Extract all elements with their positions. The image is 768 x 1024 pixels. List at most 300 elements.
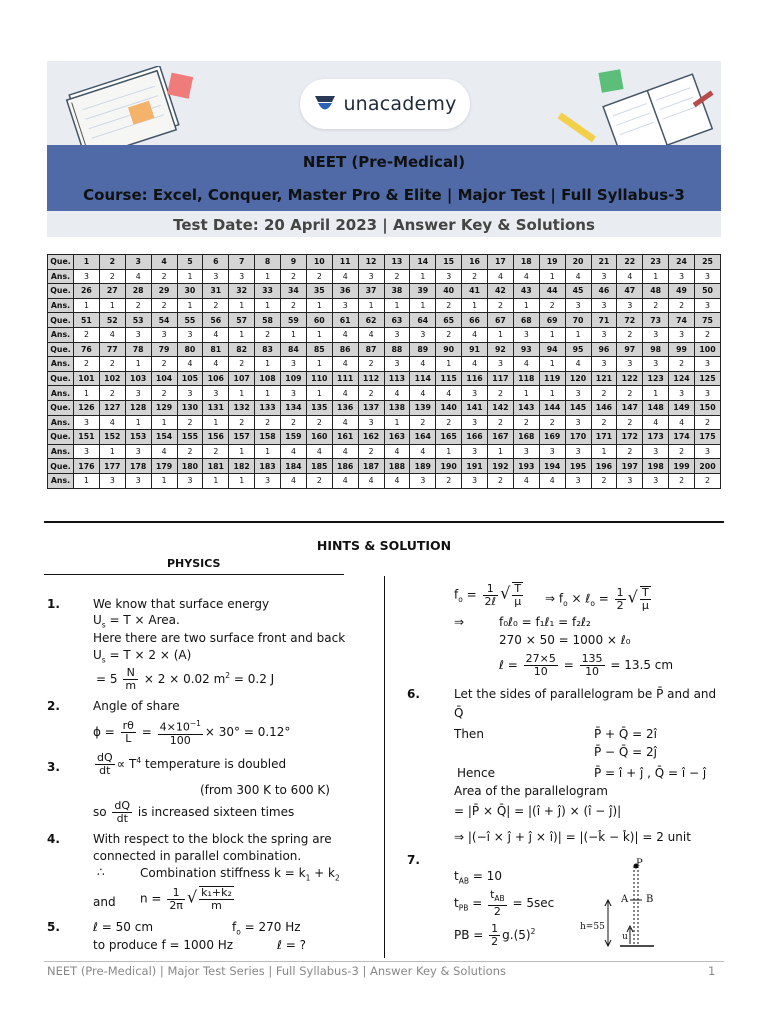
- answer-cell: 3: [99, 473, 125, 488]
- question-number-cell: 85: [306, 342, 332, 357]
- answer-cell: 2: [255, 327, 281, 342]
- answer-cell: 1: [513, 298, 539, 313]
- answer-cell: 2: [229, 415, 255, 430]
- answer-cell: 4: [332, 269, 358, 284]
- question-number-cell: 51: [74, 313, 100, 328]
- question-number-cell: 124: [669, 371, 695, 386]
- answer-cell: 4: [358, 473, 384, 488]
- unacademy-logo-icon: [313, 94, 337, 114]
- question-number-cell: 19: [539, 255, 565, 270]
- answer-cell: 1: [203, 415, 229, 430]
- q6-eq3: P̄ = î + ĵ , Q̄ = î − ĵ: [594, 766, 707, 780]
- fig-label-u: u: [622, 932, 628, 942]
- question-number-cell: 113: [384, 371, 410, 386]
- answer-cell: 1: [358, 298, 384, 313]
- question-number-cell: 111: [332, 371, 358, 386]
- q6-line2: Q̄: [454, 706, 464, 720]
- question-number-cell: 193: [513, 459, 539, 474]
- question-number-cell: 74: [669, 313, 695, 328]
- answer-cell: 4: [358, 327, 384, 342]
- answer-cell: 3: [565, 386, 591, 401]
- question-number-cell: 136: [332, 400, 358, 415]
- question-number-cell: 60: [306, 313, 332, 328]
- q4-therefore: ∴: [97, 865, 105, 879]
- question-row: [48, 430, 721, 445]
- question-row: [48, 255, 721, 270]
- answer-cell: 4: [539, 473, 565, 488]
- question-number-cell: 96: [591, 342, 617, 357]
- answer-cell: 2: [74, 357, 100, 372]
- que-label: Que.: [48, 255, 74, 270]
- answer-cell: 4: [513, 357, 539, 372]
- fig-label-b: B: [646, 894, 654, 905]
- answer-cell: 2: [229, 357, 255, 372]
- question-number-cell: 170: [565, 430, 591, 445]
- question-number-cell: 177: [99, 459, 125, 474]
- answer-cell: 4: [384, 386, 410, 401]
- question-number-cell: 81: [203, 342, 229, 357]
- q1-line2: $U_s = T$ × Area.: [93, 613, 180, 630]
- answer-cell: 3: [281, 386, 307, 401]
- q1-line4: $U_s = T \times 2 \times (A)$: [93, 648, 192, 665]
- answer-cell: 2: [617, 327, 643, 342]
- question-number-cell: 3: [125, 255, 151, 270]
- q5-frequency: $f_o = 270$ Hz: [232, 920, 301, 937]
- answer-cell: 2: [436, 327, 462, 342]
- exam-title: NEET (Pre-Medical): [302, 153, 466, 171]
- answer-cell: 4: [332, 386, 358, 401]
- question-number-cell: 33: [255, 284, 281, 299]
- q1-line5: = 5 $\frac{N}{m}$ × 2 × 0.02 $m^2 = 0.2$ J: [96, 666, 275, 692]
- answer-cell: 2: [125, 298, 151, 313]
- answer-cell: 1: [229, 327, 255, 342]
- answer-cell: 4: [513, 269, 539, 284]
- answer-cell: 2: [255, 415, 281, 430]
- question-number-cell: 171: [591, 430, 617, 445]
- question-number-cell: 163: [384, 430, 410, 445]
- question-number-cell: 58: [255, 313, 281, 328]
- question-number-cell: 42: [488, 284, 514, 299]
- answer-cell: 2: [436, 298, 462, 313]
- answer-cell: 3: [591, 298, 617, 313]
- question-number-cell: 196: [591, 459, 617, 474]
- answer-cell: 2: [591, 386, 617, 401]
- answer-cell: 3: [203, 269, 229, 284]
- answer-cell: 3: [410, 327, 436, 342]
- ans-label: Ans.: [48, 327, 74, 342]
- answer-cell: 3: [669, 386, 695, 401]
- answer-cell: 3: [617, 473, 643, 488]
- answer-cell: 4: [410, 444, 436, 459]
- q1-line1: We know that surface energy: [93, 597, 270, 611]
- q6-eq5: ⇒ |(−î × ĵ + ĵ × î)| = |(−k̂ − k̂)| = 2 unit: [454, 830, 691, 844]
- answer-cell: 2: [539, 415, 565, 430]
- question-number-cell: 125: [695, 371, 721, 386]
- question-number-cell: 114: [410, 371, 436, 386]
- answer-cell: 1: [203, 473, 229, 488]
- question-number-cell: 141: [462, 400, 488, 415]
- question-number-cell: 176: [74, 459, 100, 474]
- answer-cell: 2: [617, 444, 643, 459]
- q6-number: 6.: [407, 687, 420, 701]
- question-number-cell: 137: [358, 400, 384, 415]
- question-number-cell: 174: [669, 430, 695, 445]
- answer-cell: 2: [488, 298, 514, 313]
- answer-cell: 3: [436, 269, 462, 284]
- q5-line2: to produce f = 1000 Hz: [93, 938, 234, 952]
- question-number-cell: 134: [281, 400, 307, 415]
- answer-cell: 1: [229, 444, 255, 459]
- question-number-cell: 195: [565, 459, 591, 474]
- question-number-cell: 77: [99, 342, 125, 357]
- answer-cell: 2: [436, 415, 462, 430]
- footer-divider: [44, 961, 724, 962]
- answer-cell: 2: [306, 473, 332, 488]
- answer-cell: 1: [384, 415, 410, 430]
- question-number-cell: 92: [488, 342, 514, 357]
- answer-cell: 1: [99, 444, 125, 459]
- fig-label-p: P: [636, 858, 643, 869]
- que-label: Que.: [48, 371, 74, 386]
- question-number-cell: 45: [565, 284, 591, 299]
- question-number-cell: 133: [255, 400, 281, 415]
- question-number-cell: 52: [99, 313, 125, 328]
- question-number-cell: 93: [513, 342, 539, 357]
- question-number-cell: 160: [306, 430, 332, 445]
- answer-cell: 3: [125, 473, 151, 488]
- question-number-cell: 35: [306, 284, 332, 299]
- answer-cell: 4: [332, 444, 358, 459]
- answer-cell: 1: [177, 269, 203, 284]
- question-number-cell: 116: [462, 371, 488, 386]
- question-number-cell: 68: [513, 313, 539, 328]
- question-number-cell: 91: [462, 342, 488, 357]
- answer-cell: 2: [617, 386, 643, 401]
- answer-row: [48, 298, 721, 313]
- answer-cell: 4: [488, 269, 514, 284]
- projectile-diagram: [590, 856, 670, 951]
- r-line1: $f_o$ = $\frac{1}{\text{2ℓ}}$ √ $\frac{T}{\mu}$: [454, 581, 522, 608]
- question-number-cell: 117: [488, 371, 514, 386]
- q1-number: 1.: [47, 597, 60, 611]
- question-number-cell: 169: [539, 430, 565, 445]
- question-number-cell: 152: [99, 430, 125, 445]
- answer-cell: 3: [695, 357, 721, 372]
- answer-cell: 2: [99, 386, 125, 401]
- question-number-cell: 148: [643, 400, 669, 415]
- answer-cell: 2: [358, 444, 384, 459]
- question-number-cell: 14: [410, 255, 436, 270]
- answer-cell: 4: [281, 473, 307, 488]
- answer-row: [48, 327, 721, 342]
- question-number-cell: 187: [358, 459, 384, 474]
- question-row: [48, 371, 721, 386]
- q4-and: and: [93, 895, 116, 909]
- question-number-cell: 122: [617, 371, 643, 386]
- answer-cell: 3: [203, 386, 229, 401]
- answer-cell: 3: [488, 357, 514, 372]
- answer-cell: 1: [539, 327, 565, 342]
- answer-cell: 4: [332, 473, 358, 488]
- question-number-cell: 175: [695, 430, 721, 445]
- question-number-cell: 103: [125, 371, 151, 386]
- answer-cell: 2: [74, 327, 100, 342]
- answer-cell: 3: [358, 415, 384, 430]
- answer-cell: 3: [669, 269, 695, 284]
- question-number-cell: 83: [255, 342, 281, 357]
- test-date: Test Date: 20 April 2023 | Answer Key & Solutions: [173, 216, 595, 234]
- answer-cell: 2: [617, 415, 643, 430]
- question-number-cell: 87: [358, 342, 384, 357]
- q4-number: 4.: [47, 832, 60, 846]
- fig-label-h: h=55: [580, 922, 605, 932]
- answer-cell: 4: [462, 327, 488, 342]
- question-number-cell: 61: [332, 313, 358, 328]
- q4-line1: With respect to the block the spring are: [93, 832, 332, 846]
- question-number-cell: 140: [436, 400, 462, 415]
- question-number-cell: 18: [513, 255, 539, 270]
- question-number-cell: 21: [591, 255, 617, 270]
- question-number-cell: 162: [358, 430, 384, 445]
- answer-cell: 4: [384, 444, 410, 459]
- answer-cell: 2: [669, 357, 695, 372]
- question-number-cell: 164: [410, 430, 436, 445]
- question-number-cell: 66: [462, 313, 488, 328]
- answer-cell: 2: [643, 298, 669, 313]
- question-number-cell: 109: [281, 371, 307, 386]
- question-number-cell: 155: [177, 430, 203, 445]
- question-number-cell: 90: [436, 342, 462, 357]
- question-number-cell: 173: [643, 430, 669, 445]
- q5-number: 5.: [47, 920, 60, 934]
- question-number-cell: 29: [151, 284, 177, 299]
- question-number-cell: 50: [695, 284, 721, 299]
- question-number-cell: 54: [151, 313, 177, 328]
- question-row: [48, 284, 721, 299]
- answer-cell: 4: [281, 444, 307, 459]
- que-label: Que.: [48, 400, 74, 415]
- question-number-cell: 55: [177, 313, 203, 328]
- que-label: Que.: [48, 313, 74, 328]
- question-row: [48, 400, 721, 415]
- question-number-cell: 56: [203, 313, 229, 328]
- answer-cell: 1: [255, 269, 281, 284]
- q7-line3: PB = $\frac{1}{2}$ $g.(5)^2$: [454, 922, 536, 948]
- question-number-cell: 189: [410, 459, 436, 474]
- answer-row: [48, 357, 721, 372]
- answer-cell: 3: [332, 298, 358, 313]
- question-number-cell: 182: [229, 459, 255, 474]
- question-number-cell: 161: [332, 430, 358, 445]
- answer-cell: 3: [462, 473, 488, 488]
- question-number-cell: 23: [643, 255, 669, 270]
- question-number-cell: 145: [565, 400, 591, 415]
- question-number-cell: 8: [255, 255, 281, 270]
- question-number-cell: 181: [203, 459, 229, 474]
- answer-cell: 4: [617, 269, 643, 284]
- question-row: [48, 313, 721, 328]
- course-title: Course: Excel, Conquer, Master Pro & Elite | Major Test | Full Syllabus-3: [83, 186, 685, 204]
- answer-cell: 2: [591, 473, 617, 488]
- q3-line3: so $\frac{dQ}{dt}$ is increased sixteen times: [93, 799, 295, 825]
- answer-cell: 2: [358, 357, 384, 372]
- answer-cell: 3: [74, 444, 100, 459]
- answer-cell: 3: [695, 444, 721, 459]
- question-number-cell: 69: [539, 313, 565, 328]
- answer-cell: 2: [669, 298, 695, 313]
- question-number-cell: 94: [539, 342, 565, 357]
- answer-cell: 2: [695, 415, 721, 430]
- answer-cell: 2: [281, 298, 307, 313]
- question-number-cell: 13: [384, 255, 410, 270]
- ans-label: Ans.: [48, 415, 74, 430]
- answer-cell: 1: [306, 298, 332, 313]
- question-number-cell: 131: [203, 400, 229, 415]
- question-number-cell: 47: [617, 284, 643, 299]
- answer-cell: 2: [151, 357, 177, 372]
- q6-hence: Hence: [457, 766, 495, 780]
- question-number-cell: 31: [203, 284, 229, 299]
- question-number-cell: 36: [332, 284, 358, 299]
- question-number-cell: 59: [281, 313, 307, 328]
- page-number: 1: [708, 964, 716, 978]
- question-number-cell: 121: [591, 371, 617, 386]
- answer-cell: 3: [462, 386, 488, 401]
- r-line2: f₀ℓ₀ = f₁ℓ₁ = f₂ℓ₂: [499, 615, 591, 629]
- section-divider: [44, 521, 724, 523]
- question-number-cell: 34: [281, 284, 307, 299]
- answer-cell: 3: [358, 269, 384, 284]
- question-number-cell: 76: [74, 342, 100, 357]
- answer-cell: 3: [384, 357, 410, 372]
- question-number-cell: 38: [384, 284, 410, 299]
- question-number-cell: 63: [384, 313, 410, 328]
- question-number-cell: 200: [695, 459, 721, 474]
- answer-row: [48, 386, 721, 401]
- answer-cell: 2: [488, 386, 514, 401]
- question-number-cell: 108: [255, 371, 281, 386]
- answer-cell: 4: [384, 473, 410, 488]
- answer-cell: 1: [151, 415, 177, 430]
- answer-cell: 4: [306, 444, 332, 459]
- answer-cell: 4: [643, 415, 669, 430]
- que-label: Que.: [48, 342, 74, 357]
- question-number-cell: 82: [229, 342, 255, 357]
- question-number-cell: 67: [488, 313, 514, 328]
- answer-cell: 1: [462, 298, 488, 313]
- question-number-cell: 132: [229, 400, 255, 415]
- question-number-cell: 6: [203, 255, 229, 270]
- question-number-cell: 107: [229, 371, 255, 386]
- answer-cell: 3: [591, 327, 617, 342]
- answer-cell: 2: [669, 473, 695, 488]
- question-number-cell: 28: [125, 284, 151, 299]
- answer-cell: 3: [281, 357, 307, 372]
- answer-cell: 4: [436, 386, 462, 401]
- answer-cell: 3: [125, 386, 151, 401]
- answer-cell: 3: [151, 327, 177, 342]
- answer-cell: 1: [255, 298, 281, 313]
- question-number-cell: 11: [332, 255, 358, 270]
- answer-cell: 1: [488, 444, 514, 459]
- answer-cell: 4: [565, 269, 591, 284]
- question-number-cell: 194: [539, 459, 565, 474]
- question-number-cell: 119: [539, 371, 565, 386]
- answer-cell: 3: [229, 269, 255, 284]
- question-number-cell: 197: [617, 459, 643, 474]
- q6-eq4: = |P̄ × Q̄| = |(î + ĵ) × (î − ĵ)|: [454, 804, 622, 818]
- question-number-cell: 144: [539, 400, 565, 415]
- question-number-cell: 105: [177, 371, 203, 386]
- question-number-cell: 9: [281, 255, 307, 270]
- answer-cell: 3: [513, 444, 539, 459]
- question-number-cell: 24: [669, 255, 695, 270]
- hints-title: HINTS & SOLUTION: [316, 538, 452, 553]
- answer-cell: 3: [643, 444, 669, 459]
- answer-cell: 4: [151, 444, 177, 459]
- question-number-cell: 89: [410, 342, 436, 357]
- question-number-cell: 73: [643, 313, 669, 328]
- answer-row: [48, 415, 721, 430]
- question-number-cell: 112: [358, 371, 384, 386]
- answer-cell: 4: [203, 357, 229, 372]
- q6-then: Then: [454, 727, 484, 741]
- question-number-cell: 88: [384, 342, 410, 357]
- subject-underline: [44, 574, 344, 575]
- answer-cell: 3: [643, 357, 669, 372]
- q2-number: 2.: [47, 699, 60, 713]
- question-number-cell: 102: [99, 371, 125, 386]
- question-number-cell: 46: [591, 284, 617, 299]
- question-number-cell: 126: [74, 400, 100, 415]
- answer-cell: 1: [229, 473, 255, 488]
- answer-row: [48, 444, 721, 459]
- question-number-cell: 115: [436, 371, 462, 386]
- answer-cell: 2: [358, 386, 384, 401]
- question-number-cell: 101: [74, 371, 100, 386]
- q4-line2: connected in parallel combination.: [93, 849, 302, 863]
- question-number-cell: 53: [125, 313, 151, 328]
- answer-cell: 3: [74, 269, 100, 284]
- answer-cell: 1: [151, 473, 177, 488]
- answer-cell: 2: [410, 415, 436, 430]
- brand-logo: [300, 79, 470, 129]
- subject-heading: PHYSICS: [167, 557, 221, 570]
- q3-line2: (from 300 K to 600 K): [200, 783, 330, 797]
- question-number-cell: 71: [591, 313, 617, 328]
- q5-unknown: ℓ = ?: [277, 938, 307, 952]
- answer-cell: 3: [591, 357, 617, 372]
- answer-cell: 3: [177, 327, 203, 342]
- question-number-cell: 180: [177, 459, 203, 474]
- answer-cell: 2: [462, 269, 488, 284]
- question-number-cell: 49: [669, 284, 695, 299]
- question-number-cell: 127: [99, 400, 125, 415]
- answer-cell: 1: [410, 298, 436, 313]
- q4-line3: Combination stiffness $k = k_1 + k_2$: [140, 866, 340, 883]
- answer-cell: 3: [125, 327, 151, 342]
- question-number-cell: 159: [281, 430, 307, 445]
- answer-cell: 3: [513, 327, 539, 342]
- answer-cell: 3: [695, 298, 721, 313]
- answer-cell: 3: [565, 473, 591, 488]
- question-number-cell: 32: [229, 284, 255, 299]
- question-number-cell: 165: [436, 430, 462, 445]
- q3-line1: $\frac{dQ}{dt}$ ∝ $T^4$ temperature is doubled: [97, 751, 287, 777]
- answer-cell: 1: [539, 386, 565, 401]
- answer-cell: 4: [410, 386, 436, 401]
- answer-cell: 2: [99, 357, 125, 372]
